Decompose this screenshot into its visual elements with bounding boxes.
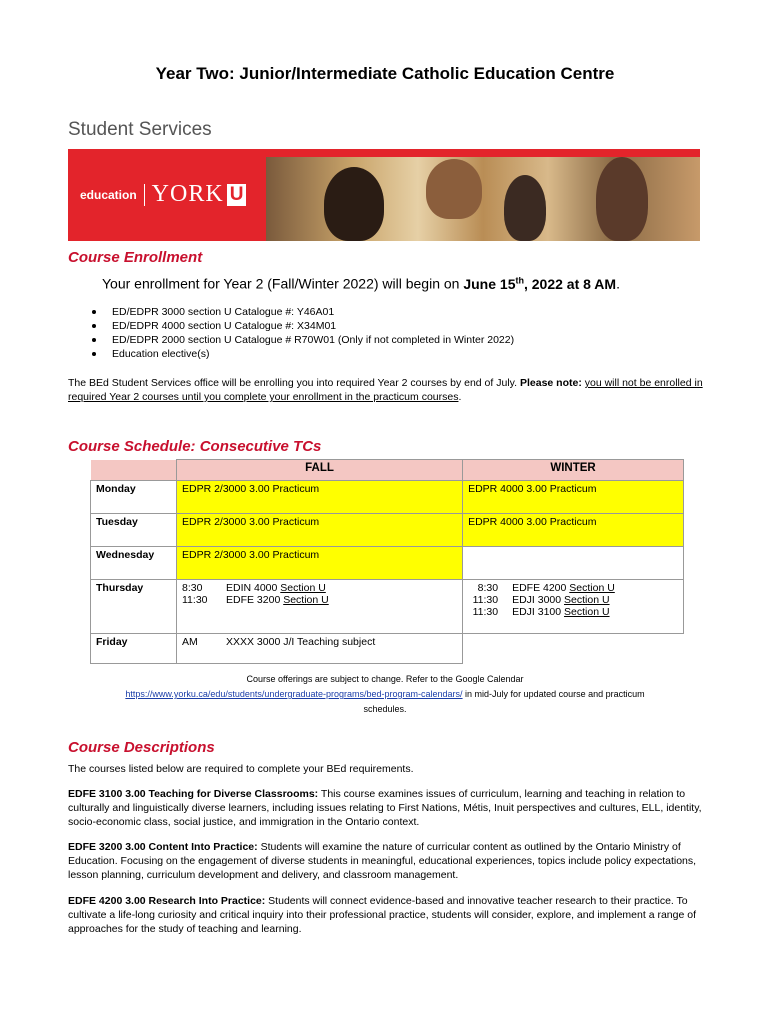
logo-education-text: education <box>80 187 137 202</box>
logo-u-text: U <box>227 184 247 206</box>
enrollment-intro <box>102 275 620 292</box>
list-item: ED/EDPR 3000 section U Catalogue #: Y46A01 <box>92 305 514 319</box>
intro-date: June 15 <box>463 275 516 292</box>
table-row: Friday AM XXXX 3000 J/I Teaching subject <box>91 634 684 664</box>
schedule-heading: Course Schedule: Consecutive TCs <box>68 438 322 455</box>
list-item: Education elective(s) <box>92 347 514 361</box>
banner-photo <box>266 157 700 241</box>
schedule-note: Course offerings are subject to change. Refer to the Google Calendar https://www.yorku.ca/edu/students/undergraduate-programs/bed-program-calendars/ in mid-July for updated course and practicum schedules. <box>125 674 645 714</box>
table-row: Wednesday EDPR 2/3000 3.00 Practicum <box>91 547 684 580</box>
list-item: ED/EDPR 2000 section U Catalogue # R70W01 (Only if not completed in Winter 2022) <box>92 333 514 347</box>
course-description: EDFE 3200 3.00 Content Into Practice: Students will examine the nature of curricular content as outlined by the Ontario Ministry of Education. Focusing on the engagement of diverse students in meaningful, educational experiences, topics include policy expectations, lesson planning, curriculum development and delivery, and classroom management. <box>68 841 697 881</box>
table-row: Monday EDPR 2/3000 3.00 Practicum EDPR 4000 3.00 Practicum <box>91 481 684 514</box>
intro-text: Your enrollment for Year 2 (Fall/Winter 2022) will begin on <box>102 275 464 292</box>
york-logo <box>80 181 246 208</box>
course-description: EDFE 4200 3.00 Research Into Practice: Students will connect evidence-based and innovative teacher research to their practice. To cultivate a life-long curiosity and critical inquiry into their professional practice, students will consider, explore, and implement a range of approaches for the study of teaching and learning. <box>68 895 696 935</box>
intro-time: , 2022 at 8 AM <box>523 275 617 292</box>
enrollment-note: The BEd Student Services office will be enrolling you into required Year 2 courses by end of July. Please note: you will not be enrolled in required Year 2 courses until you complete your enrollment in the practicum courses. <box>68 377 703 403</box>
descriptions-intro: The courses listed below are required to complete your BEd requirements. <box>68 763 414 775</box>
enrollment-heading: Course Enrollment <box>68 249 203 266</box>
section-title: Student Services <box>68 119 212 140</box>
descriptions-heading: Course Descriptions <box>68 739 215 756</box>
schedule-table <box>90 459 684 664</box>
course-description: EDFE 3100 3.00 Teaching for Diverse Classrooms: This course examines issues of curriculum, learning and teaching in relation to culturally and linguistically diverse learners, including issues relating to First Nations, Métis, Inuit perspectives and cultures, ELL, identity, socio-economic class, social justice, and immigration in the Ontario context. <box>68 788 702 828</box>
intro-end: . <box>616 275 620 292</box>
document-title: Year Two: Junior/Intermediate Catholic Education Centre <box>155 64 615 83</box>
table-row: Thursday 8:30 EDIN 4000 Section U 11:30 EDFE 3200 Section U 8:30 EDFE 4200 Section U 11:30 EDJI 3000 Section U 11:30 EDJI 3100 Section U <box>91 580 684 634</box>
list-item: ED/EDPR 4000 section U Catalogue #: X34M01 <box>92 319 514 333</box>
intro-sup: th <box>515 275 524 285</box>
calendar-link[interactable]: https://www.yorku.ca/edu/students/undergraduate-programs/bed-program-calendars/ <box>125 689 463 699</box>
york-education-banner <box>68 149 700 241</box>
winter-header: WINTER <box>463 460 684 481</box>
logo-york-text: YORK <box>151 181 224 207</box>
course-list <box>92 305 514 361</box>
table-row: Tuesday EDPR 2/3000 3.00 Practicum EDPR 4000 3.00 Practicum <box>91 514 684 547</box>
fall-header: FALL <box>177 460 463 481</box>
